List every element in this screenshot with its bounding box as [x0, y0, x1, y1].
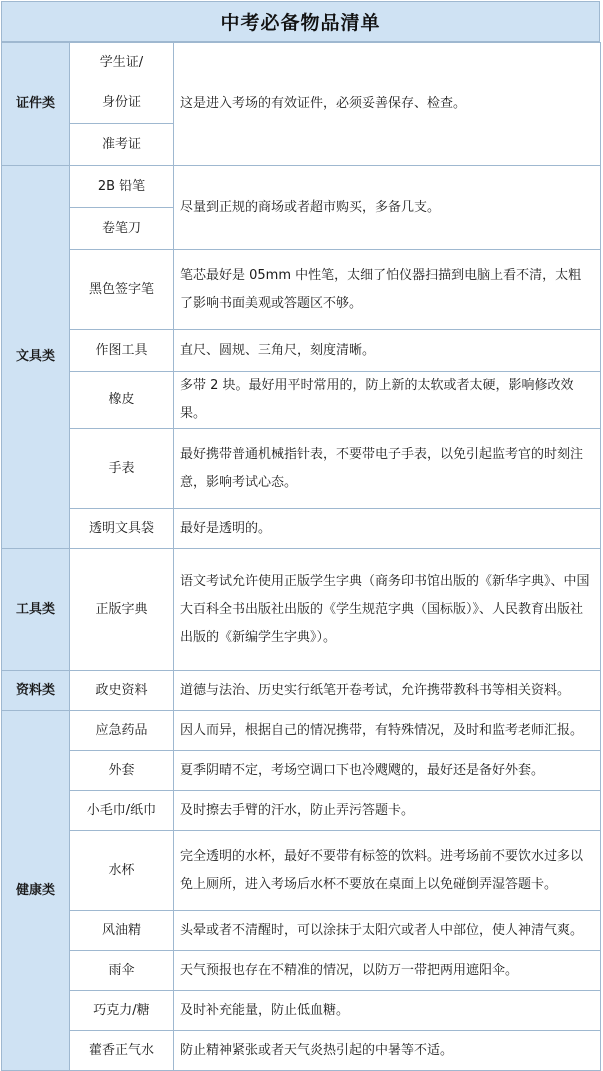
item-name-cell: 学生证/ 身份证	[70, 43, 174, 124]
item-description-cell: 夏季阴晴不定，考场空调口下也冷飕飕的，最好还是备好外套。	[174, 751, 601, 791]
item-description-cell: 最好是透明的。	[174, 509, 601, 549]
item-description-cell: 多带 2 块。最好用平时常用的，防上新的太软或者太硬，影响修改效果。	[174, 372, 601, 429]
item-description-cell: 天气预报也存在不精准的情况，以防万一带把两用遮阳伞。	[174, 951, 601, 991]
item-description-cell: 这是进入考场的有效证件，必须妥善保存、检查。	[174, 43, 601, 166]
item-name-cell: 应急药品	[70, 711, 174, 751]
table-row	[2, 250, 601, 330]
item-name-cell: 雨伞	[70, 951, 174, 991]
item-description-cell: 笔芯最好是 05mm 中性笔，太细了怕仪器扫描到电脑上看不清，太粗了影响书面美观或答题区不够。	[174, 250, 601, 330]
item-name-cell: 外套	[70, 751, 174, 791]
page-title: 中考必备物品清单	[1, 1, 600, 42]
category-cell: 资料类	[2, 671, 70, 711]
item-name-cell: 水杯	[70, 831, 174, 911]
item-name-cell: 作图工具	[70, 330, 174, 372]
table-row	[2, 549, 601, 671]
item-name-cell: 风油精	[70, 911, 174, 951]
item-name-cell: 藿香正气水	[70, 1031, 174, 1071]
table-row	[2, 1031, 601, 1071]
item-description-cell: 防止精神紧张或者天气炎热引起的中暑等不适。	[174, 1031, 601, 1071]
item-name-cell: 政史资料	[70, 671, 174, 711]
item-name-cell: 正版字典	[70, 549, 174, 671]
item-description-cell: 及时补充能量，防止低血糖。	[174, 991, 601, 1031]
item-description-cell: 直尺、圆规、三角尺，刻度清晰。	[174, 330, 601, 372]
table-row	[2, 372, 601, 429]
item-description-cell: 因人而异，根据自己的情况携带，有特殊情况，及时和监考老师汇报。	[174, 711, 601, 751]
table-row	[2, 991, 601, 1031]
item-description-cell: 语文考试允许使用正版学生字典（商务印书馆出版的《新华字典》、中国大百科全书出版社出版的《学生规范字典（国标版）》、人民教育出版社出版的《新编学生字典》）。	[174, 549, 601, 671]
item-name-cell: 透明文具袋	[70, 509, 174, 549]
item-name-cell: 手表	[70, 429, 174, 509]
item-description-cell: 最好携带普通机械指针表，不要带电子手表，以免引起监考官的时刻注意，影响考试心态。	[174, 429, 601, 509]
item-name-cell: 卷笔刀	[70, 208, 174, 250]
item-name-cell: 巧克力/糖	[70, 991, 174, 1031]
item-name-cell: 小毛巾/纸巾	[70, 791, 174, 831]
item-name-cell: 黑色签字笔	[70, 250, 174, 330]
table-row	[2, 831, 601, 911]
table-row	[2, 711, 601, 751]
table-row	[2, 911, 601, 951]
item-description-cell: 道德与法治、历史实行纸笔开卷考试，允许携带教科书等相关资料。	[174, 671, 601, 711]
item-name-cell: 准考证	[70, 124, 174, 166]
category-cell: 工具类	[2, 549, 70, 671]
table-row	[2, 791, 601, 831]
item-description-cell: 头晕或者不清醒时，可以涂抹于太阳穴或者人中部位，使人神清气爽。	[174, 911, 601, 951]
table-row	[2, 43, 601, 124]
item-description-cell: 尽量到正规的商场或者超市购买，多备几支。	[174, 166, 601, 250]
table-row	[2, 509, 601, 549]
table-row	[2, 671, 601, 711]
category-cell: 健康类	[2, 711, 70, 1071]
table-row	[2, 751, 601, 791]
category-cell: 证件类	[2, 43, 70, 166]
table-row	[2, 429, 601, 509]
table-row	[2, 951, 601, 991]
category-cell: 文具类	[2, 166, 70, 549]
item-description-cell: 完全透明的水杯，最好不要带有标签的饮料。进考场前不要饮水过多以免上厕所，进入考场后水杯不要放在桌面上以免碰倒弄湿答题卡。	[174, 831, 601, 911]
table-row	[2, 166, 601, 208]
item-description-cell: 及时擦去手臂的汗水，防止弄污答题卡。	[174, 791, 601, 831]
table-row	[2, 330, 601, 372]
item-name-cell: 橡皮	[70, 372, 174, 429]
checklist-table	[1, 42, 601, 1071]
item-name-cell: 2B 铅笔	[70, 166, 174, 208]
